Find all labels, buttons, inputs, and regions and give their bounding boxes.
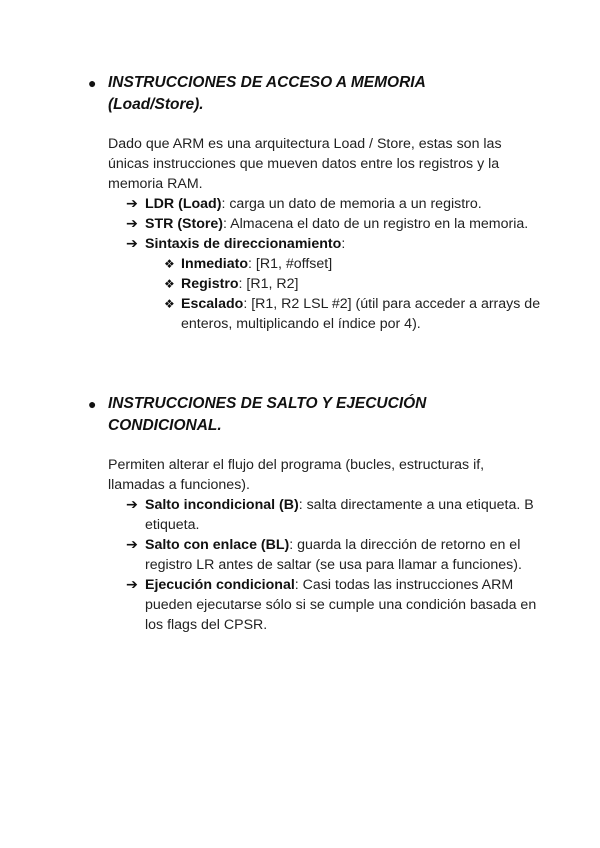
subitem-register [164,274,541,294]
arrow-icon: ➔ [126,216,138,232]
section-memory-access [0,72,600,334]
diamond-icon: ❖ [164,257,175,271]
item-text: : guarda la dirección de retorno en el registro LR antes de saltar (se usa para llamar a funciones). [145,537,522,573]
heading-line-1: INSTRUCCIONES DE ACCESO A MEMORIA [108,74,426,91]
section-intro: Dado que ARM es una arquitectura Load / Store, estas son las únicas instrucciones que mueven datos entre los registros y la memoria RAM. [108,136,502,192]
heading-line-2: (Load/Store). [108,96,204,113]
section-branch-conditional [0,393,600,635]
list-item-conditional-execution [126,575,540,635]
heading-bullet: ● [88,396,97,412]
item-text: : Almacena el dato de un registro en la memoria. [223,216,529,232]
item-term: Ejecución condicional [145,577,295,593]
item-text: : salta directamente a una etiqueta. B etiqueta. [145,497,534,533]
subitem-text: : [R1, R2] [238,276,299,292]
subitem-term: Inmediato [181,256,249,272]
heading-line-2: CONDICIONAL. [108,417,222,434]
heading-line-1: INSTRUCCIONES DE SALTO Y EJECUCIÓN [108,395,427,412]
subitem-text: : [R1, R2 LSL #2] (útil para acceder a arrays de enteros, multiplicando el índice por 4). [181,296,541,332]
subitem-immediate [164,254,541,274]
item-term: LDR (Load) [145,196,222,212]
arrow-icon: ➔ [126,196,138,212]
arrow-icon: ➔ [126,236,138,252]
section-intro: Permiten alterar el flujo del programa (bucles, estructuras if, llamadas a funciones). [108,457,485,493]
heading-bullet: ● [88,75,97,91]
section-heading [88,72,548,116]
instruction-list [0,495,600,635]
arrow-icon: ➔ [126,537,138,553]
subitem-term: Escalado [181,296,244,312]
list-item-unconditional-branch [126,495,540,535]
subitem-text: : [R1, #offset] [248,256,333,272]
item-text: : [341,236,346,252]
subitem-scaled [164,294,541,334]
arrow-icon: ➔ [126,497,138,513]
section-heading [88,393,548,437]
list-item-ldr [126,194,540,214]
list-item-addressing-syntax [126,234,541,334]
addressing-sublist [145,254,540,334]
item-term: Salto incondicional (B) [145,497,299,513]
item-term: STR (Store) [145,216,224,232]
subitem-term: Registro [181,276,239,292]
instruction-list [0,194,600,334]
item-term: Sintaxis de direccionamiento [145,236,342,252]
item-text: : Casi todas las instrucciones ARM pueden ejecutarse sólo si se cumple una condición basada en los flags del CPSR. [145,577,537,633]
item-text: : carga un dato de memoria a un registro. [221,196,482,212]
list-item-branch-link [126,535,540,575]
diamond-icon: ❖ [164,277,175,291]
diamond-icon: ❖ [164,297,175,311]
list-item-str [126,214,540,234]
item-term: Salto con enlace (BL) [145,537,290,553]
arrow-icon: ➔ [126,577,138,593]
